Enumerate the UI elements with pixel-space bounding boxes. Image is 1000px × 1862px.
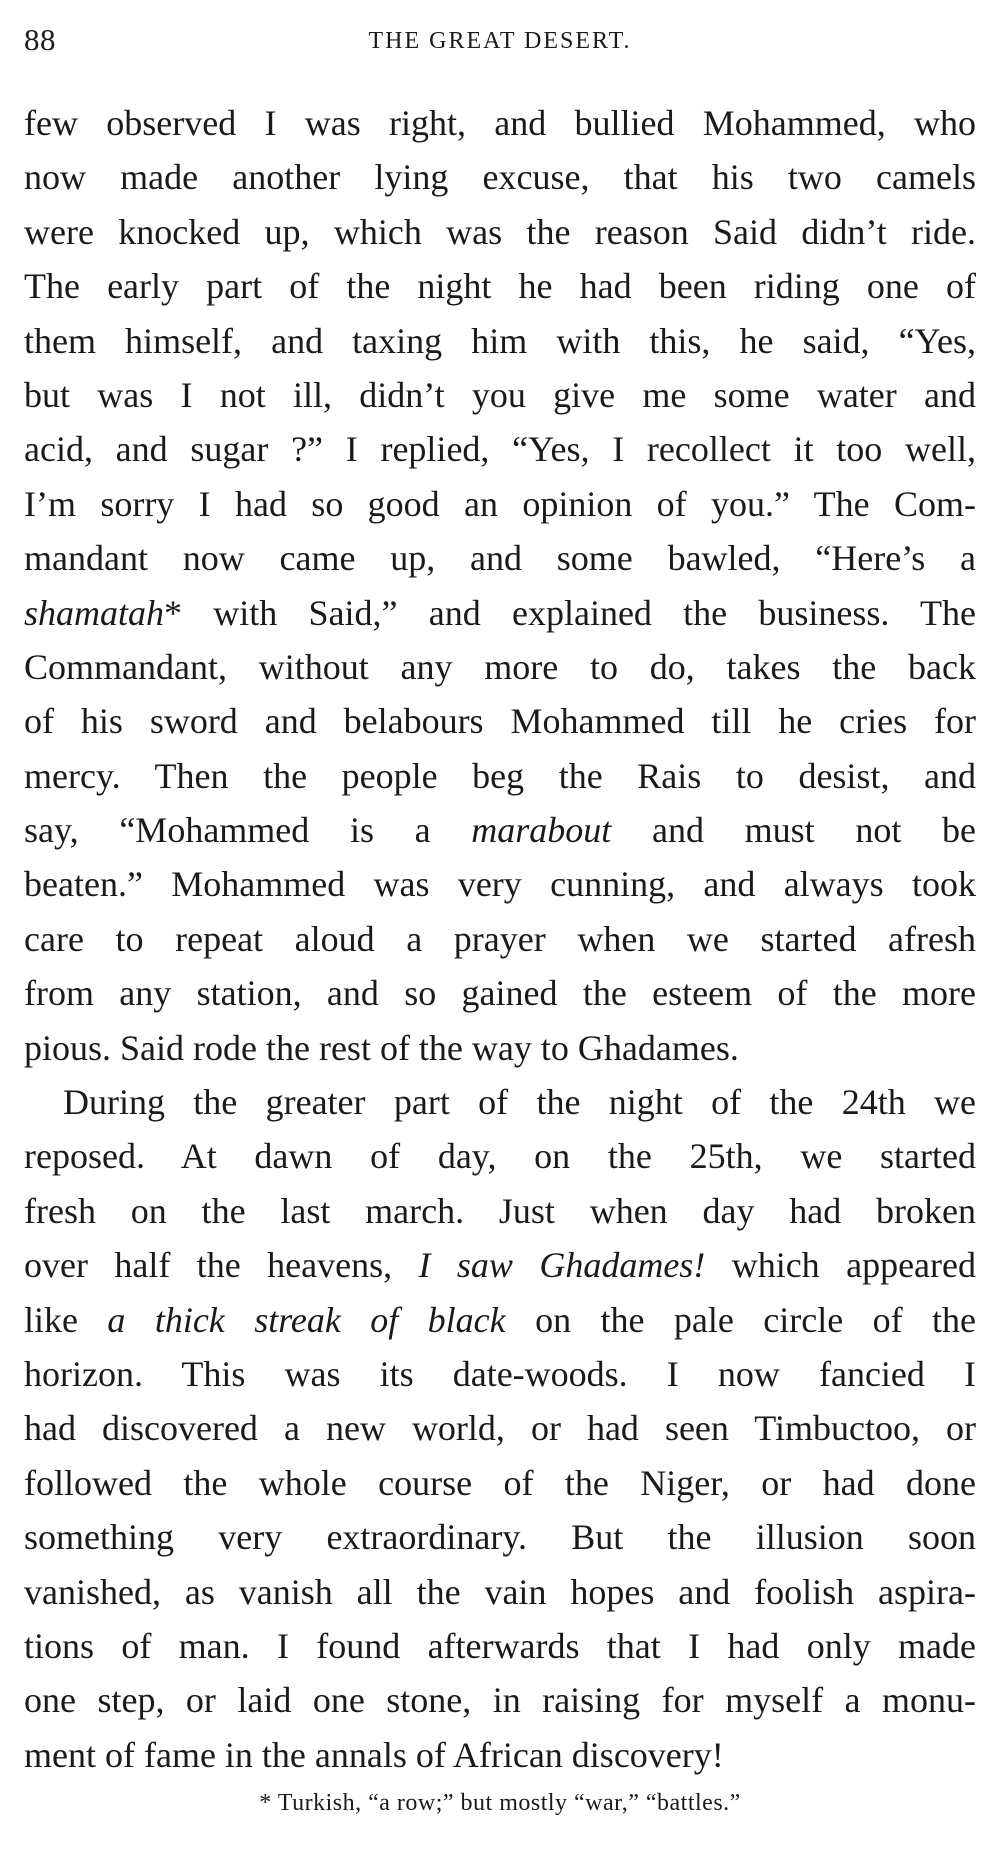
text-run: them himself, and taxing him with this, he said, “Yes, bbox=[24, 320, 976, 361]
text-run: * with Said,” and explained the business. The bbox=[164, 592, 976, 633]
page-header bbox=[24, 22, 976, 62]
text-run: mercy. Then the people beg the Rais to desist, and bbox=[24, 755, 976, 796]
text-line bbox=[24, 694, 976, 748]
text-line bbox=[24, 1184, 976, 1238]
text-line bbox=[24, 1510, 976, 1564]
page-number: 88 bbox=[24, 22, 56, 57]
text-line bbox=[24, 640, 976, 694]
paragraph bbox=[24, 96, 976, 1075]
text-run: over half the heavens, bbox=[24, 1245, 419, 1286]
text-run: say, “Mohammed is a bbox=[24, 810, 472, 851]
text-line bbox=[24, 1129, 976, 1183]
body-text bbox=[24, 96, 976, 1782]
text-run: reposed. At dawn of day, on the 25th, we started bbox=[24, 1136, 976, 1177]
text-run: one step, or laid one stone, in raising for myself a monu- bbox=[24, 1680, 976, 1721]
text-line bbox=[24, 205, 976, 259]
text-run: few observed I was right, and bullied Mohammed, who bbox=[24, 103, 976, 143]
text-run: mandant now came up, and some bawled, “Here’s a bbox=[24, 538, 976, 579]
text-line bbox=[24, 314, 976, 368]
text-line bbox=[24, 1238, 976, 1292]
running-title: THE GREAT DESERT. bbox=[368, 28, 632, 54]
text-run: had discovered a new world, or had seen Timbuctoo, or bbox=[24, 1408, 976, 1449]
text-line bbox=[24, 477, 976, 531]
text-line bbox=[24, 1021, 976, 1075]
text-line bbox=[24, 912, 976, 966]
text-line bbox=[24, 150, 976, 204]
text-run: which appeared bbox=[705, 1245, 976, 1286]
text-line bbox=[24, 1293, 976, 1347]
text-run: from any station, and so gained the esteem of the more bbox=[24, 973, 976, 1014]
text-line bbox=[24, 368, 976, 422]
text-run: Commandant, without any more to do, takes the back bbox=[24, 646, 976, 687]
text-run: like bbox=[24, 1299, 108, 1340]
text-run: were knocked up, which was the reason Said didn’t ride. bbox=[24, 211, 976, 252]
italic-text: shamatah bbox=[24, 592, 165, 633]
text-run: horizon. This was its date-woods. I now fancied I bbox=[24, 1353, 976, 1394]
text-run: pious. Said rode the rest of the way to Ghadames. bbox=[24, 1027, 739, 1068]
text-line bbox=[24, 259, 976, 313]
text-line bbox=[24, 749, 976, 803]
text-line bbox=[24, 1728, 976, 1782]
text-run: and must not be bbox=[611, 810, 976, 851]
text-run: on the pale circle of the bbox=[505, 1299, 976, 1340]
text-run: beaten.” Mohammed was very cunning, and always took bbox=[24, 864, 976, 905]
text-line bbox=[24, 966, 976, 1020]
text-run: The early part of the night he had been riding one of bbox=[24, 266, 976, 307]
text-run: During the greater part of the night of the 24th we bbox=[63, 1082, 976, 1123]
italic-text: I saw Ghadames! bbox=[418, 1245, 706, 1286]
text-line bbox=[24, 1673, 976, 1727]
text-line bbox=[24, 1401, 976, 1455]
text-run: acid, and sugar ?” I replied, “Yes, I recollect it too well, bbox=[24, 429, 976, 470]
text-run: I’m sorry I had so good an opinion of you.” The Com- bbox=[24, 483, 976, 524]
text-run: vanished, as vanish all the vain hopes and foolish aspira- bbox=[24, 1571, 976, 1612]
text-run: fresh on the last march. Just when day had broken bbox=[24, 1190, 976, 1231]
text-run: something very extraordinary. But the illusion soon bbox=[24, 1517, 976, 1558]
footnote: * Turkish, “a row;” but mostly “war,” “battles.” bbox=[259, 1790, 741, 1816]
text-run: tions of man. I found afterwards that I had only made bbox=[24, 1625, 976, 1666]
text-line bbox=[24, 1456, 976, 1510]
text-line bbox=[24, 422, 976, 476]
text-line bbox=[24, 531, 976, 585]
text-line bbox=[24, 1075, 976, 1129]
italic-text: a thick streak of black bbox=[107, 1299, 506, 1340]
text-line bbox=[24, 1565, 976, 1619]
text-line bbox=[24, 1347, 976, 1401]
text-run: ment of fame in the annals of African discovery! bbox=[24, 1734, 724, 1775]
text-line bbox=[24, 586, 976, 640]
text-line bbox=[24, 1619, 976, 1673]
text-run: care to repeat aloud a prayer when we started afresh bbox=[24, 918, 976, 959]
text-run: of his sword and belabours Mohammed till he cries for bbox=[24, 701, 976, 742]
text-run: but was I not ill, didn’t you give me some water and bbox=[24, 374, 976, 415]
text-run: now made another lying excuse, that his two camels bbox=[24, 157, 976, 198]
text-line bbox=[24, 96, 976, 150]
text-run: followed the whole course of the Niger, or had done bbox=[24, 1462, 976, 1503]
text-line bbox=[24, 857, 976, 911]
paragraph bbox=[24, 1075, 976, 1782]
text-line bbox=[24, 803, 976, 857]
italic-text: marabout bbox=[471, 810, 612, 851]
